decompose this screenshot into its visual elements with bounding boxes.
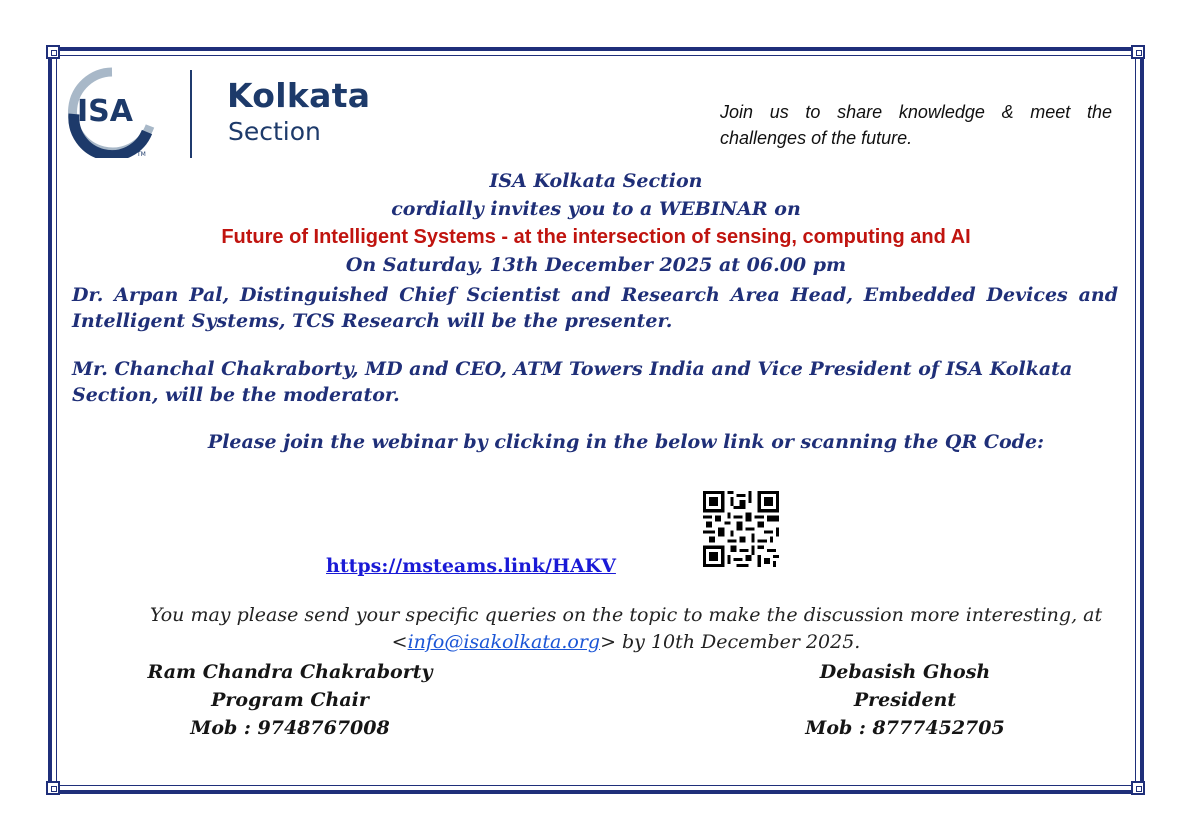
corner-ornament-br xyxy=(1131,781,1145,795)
webinar-topic: Future of Intelligent Systems - at the intersection of sensing, computing and AI xyxy=(221,226,971,248)
signatory-program-chair xyxy=(100,658,480,742)
webinar-link[interactable]: https://msteams.link/HAKV xyxy=(326,555,616,577)
qr-code-icon[interactable] xyxy=(703,491,779,567)
queries-text: You may please send your specific queries on the topic to make the discussion more interesting, at xyxy=(149,604,1103,626)
corner-ornament-tr xyxy=(1131,45,1145,59)
email-bracket-open: < xyxy=(391,631,408,653)
signatory-mobile: Mob : 9748767008 xyxy=(190,717,390,739)
presenter-paragraph: Dr. Arpan Pal, Distinguished Chief Scientist and Research Area Head, Embedded Devices and Intelligent Systems, TCS Research will be the presenter. xyxy=(72,284,1118,332)
invite-line: cordially invites you to a WEBINAR on xyxy=(391,198,801,220)
email-link[interactable]: info@isakolkata.org xyxy=(407,631,601,653)
signatory-name: Debasish Ghosh xyxy=(819,661,991,683)
logo-city: Kolkata xyxy=(227,76,371,115)
webinar-date: On Saturday, 13th December 2025 at 06.00 pm xyxy=(345,254,847,276)
moderator-paragraph: Mr. Chanchal Chakraborty, MD and CEO, ATM Towers India and Vice President of ISA Kolkata Section, will be the moderator. xyxy=(72,358,1073,406)
corner-ornament-bl xyxy=(46,781,60,795)
queries-note xyxy=(60,602,1191,656)
join-instruction: Please join the webinar by clicking in the below link or scanning the QR Code: xyxy=(207,431,1045,453)
logo-divider xyxy=(190,70,192,158)
signatory-role: President xyxy=(853,689,957,711)
queries-deadline: > by 10th December 2025. xyxy=(600,631,861,653)
org-title: ISA Kolkata Section xyxy=(489,170,703,192)
trademark-mark: TM xyxy=(137,151,146,158)
logo-unit: Section xyxy=(228,117,321,146)
signatory-name: Ram Chandra Chakraborty xyxy=(147,661,433,683)
isa-logo-icon xyxy=(67,66,157,158)
signatory-president xyxy=(760,658,1050,742)
corner-ornament-tl xyxy=(46,45,60,59)
signatory-mobile: Mob : 8777452705 xyxy=(805,717,1005,739)
signatory-role: Program Chair xyxy=(211,689,369,711)
tagline: Join us to share knowledge & meet the challenges of the future. xyxy=(720,102,1112,148)
isa-logo-text: ISA xyxy=(77,94,133,129)
